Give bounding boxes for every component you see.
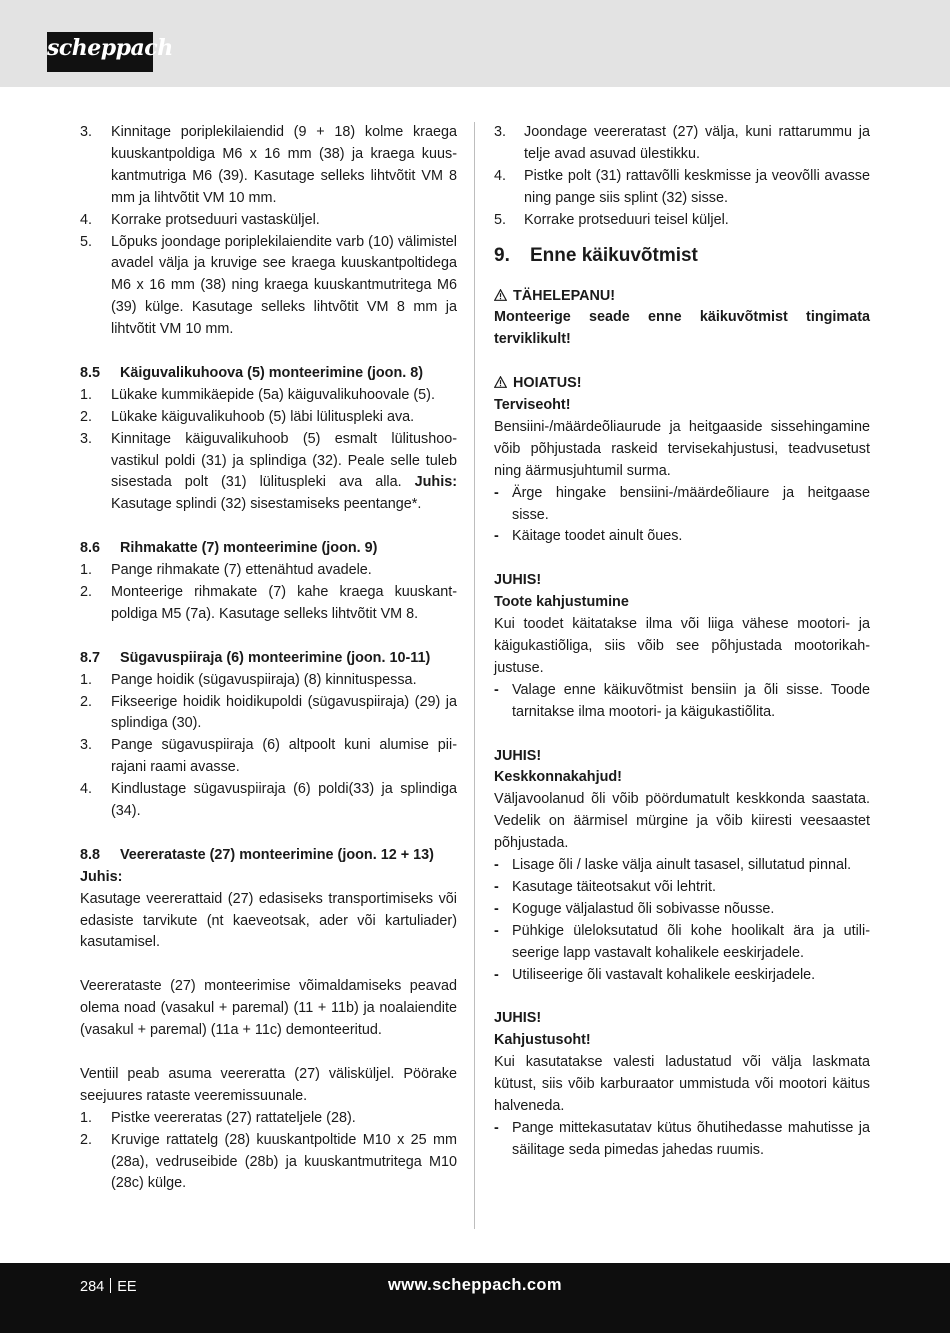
note-label: Juhis: <box>414 474 458 491</box>
paragraph: Väljavoolanud õli võib pöördumatult keskkonda saastata. Vedelik on äärmisel mürgine ja võib kiiresti veesaastet põhjustada. <box>494 791 870 852</box>
list-item: 4. Pistke polt (31) rattavõlli keskmisse ja veovõlli avasse ning pange siis splint (32) sisse. <box>494 167 870 206</box>
page-footer <box>0 1263 950 1333</box>
attention-text: Monteerige seade enne käikuvõtmist tingimata terviklikult! <box>494 309 870 348</box>
warning-label: HOIATUS! <box>494 373 870 395</box>
list-item: 4. Kindlustage sügavuspiiraja (6) poldi(33) ja splindiga (34). <box>80 781 457 820</box>
note-subtitle: Keskkonnakahjud! <box>494 769 622 786</box>
list-item: 2. Lükake käiguvalikuhoob (5) läbi lülituspleki ava. <box>80 408 415 425</box>
bullet-item: - Valage enne käikuvõtmist bensiin ja õli sisse. Toode tarnitakse ilma mootori- ja käigukastiõlita. <box>494 681 870 720</box>
section-heading-9: 9. Enne käikuvõtmist <box>494 244 698 266</box>
scheppach-logo <box>47 32 173 72</box>
language-code: EE <box>117 1279 137 1295</box>
bullet-item: - Pange mittekasutatav kütus õhutihedasse mahutisse ja säilitage seda pimedas jahedas ruumis. <box>494 1119 870 1158</box>
list-item: 3. Pange sügavuspiiraja (6) altpoolt kuni alumise piirajani raami avasse. <box>80 737 457 776</box>
list-item: 3. Joondage veereratast (27) välja, kuni rattarummu ja telje avad asuvad ülestikku. <box>494 124 870 162</box>
list-item: 1. Lükake kummikäepide (5a) käiguvalikuhoovale (5). <box>80 386 435 403</box>
section-heading-8-5: 8.5 Käiguvalikuhoova (5) monteerimine (joon. 8) <box>80 364 424 381</box>
list-item: 2. Fikseerige hoidik hoidikupoldi (sügavuspiiraja) (29) ja splindiga (30). <box>80 693 457 732</box>
note-subtitle: Toote kahjustumine <box>494 594 629 611</box>
bullet-item: - Pühkige üleloksutatud õli kohe hoolikalt ära ja utiliseerige lapp vastavalt kohalikele eeskirjadele. <box>494 922 870 961</box>
paragraph: Kasutage veererattaid (27) edasiseks transportimiseks või edasiste tarvikute (nt kaeveotsak, ader või kartuliader) kasutamisel. <box>80 890 457 951</box>
note-label: JUHIS! <box>494 1010 542 1027</box>
logo-text: scheppach <box>47 35 173 61</box>
bullet-item: - Utiliseerige õli vastavalt kohalikele eeskirjadele. <box>494 966 816 983</box>
attention-label: TÄHELEPANU! <box>494 286 870 308</box>
list-item: 5. Korrake protseduuri teisel küljel. <box>494 211 729 228</box>
list-item: 1. Pange hoidik (sügavuspiiraja) (8) kinnituspessa. <box>80 671 417 688</box>
warning-triangle-icon <box>494 289 507 301</box>
note-subtitle: Kahjustusoht! <box>494 1032 591 1049</box>
paragraph: Kui toodet käitatakse ilma või liiga vähese mootori- ja käigukastiõliga, siis võib see põhjustada mootorikahjustuse. <box>494 616 870 676</box>
list-item: 4. Korrake protseduuri vastasküljel. <box>80 211 320 228</box>
bullet-item: - Lisage õli / laske välja ainult tasasel, sillutatud pinnal. <box>494 857 852 874</box>
paragraph: Kui kasutatakse valesti ladustatud või välja laskmata kütust, siis võib karburaator ummistuda või mootori käitus halveneda. <box>494 1054 870 1114</box>
list-item: 2. Monteerige rihmakate (7) kahe kraega kuuskantpoldiga M5 (7a). Kasutage selleks lihtvõtit VM 8. <box>80 584 457 622</box>
list-item: 2. Kruvige rattatelg (28) kuuskantpoltide M10 x 25 mm (28a), vedruseibide (28b) ja kuuskantmutritega M10 (28c) külge. <box>80 1131 457 1192</box>
bullet-item: - Koguge väljalastud õli sobivasse nõusse. <box>494 900 775 917</box>
section-heading-8-6: 8.6 Rihmakatte (7) monteerimine (joon. 9) <box>80 540 378 557</box>
warning-subtitle: Terviseoht! <box>494 397 571 414</box>
note-label: JUHIS! <box>494 572 542 589</box>
warning-triangle-icon <box>494 376 507 388</box>
paragraph: Veererataste (27) monteerimise võimaldamiseks peavad olema noad (vasakul + paremal) (11 + 11b) ja noalaiendite (vasakul + paremal) (11a + 11c) demonteeritud. <box>80 978 457 1039</box>
left-column <box>80 122 457 1195</box>
list-item: 5. Lõpuks joondage poriplekilaiendite varb (10) välimistel avadel välja ja kruvige see kraega kuuskantpoltidega M6 x 16 mm (38) ning kraega kuuskantmutritega M6 (39) külge. Kasutage selleks lihtvõtit VM 8 mm ja lihtvõtit VM 10 mm. <box>80 233 457 338</box>
page-header <box>0 0 950 87</box>
list-item: 1. Pistke veereratas (27) rattateljele (28). <box>80 1109 356 1126</box>
paragraph: Ventiil peab asuma veereratta (27) välisküljel. Pöörake seejuures rataste veeremissuunale. <box>80 1065 457 1104</box>
list-item: 3. Kinnitage poriplekilaiendid (9 + 18) kolme kraega kuuskantpoldiga M6 x 16 mm (38) ja kraega kuuskantmutriga M6 (39). Kasutage selleks lihtvõtit VM 8 mm ja lihtvõtit VM 10 mm. <box>80 124 457 206</box>
section-heading-8-8: 8.8 Veererataste (27) monteerimine (joon. 12 + 13) <box>80 846 434 863</box>
paragraph: Bensiini-/määrdeõliaurude ja heitgaaside sissehingamine võib põhjustada raskeid tervisekahjustusi, teadvusetust ning äärmusjuhtumil surma. <box>494 418 870 479</box>
bullet-item: - Kasutage täiteotsakut või lehtrit. <box>494 878 716 895</box>
section-heading-8-7: 8.7 Sügavuspiiraja (6) monteerimine (joon. 10-11) <box>80 649 431 666</box>
website-url: www.scheppach.com <box>388 1276 562 1294</box>
column-divider <box>474 122 475 1229</box>
note-label: JUHIS! <box>494 747 542 764</box>
bullet-item: - Käitage toodet ainult õues. <box>494 528 683 545</box>
note-label: Juhis: <box>80 868 123 885</box>
page-number: 284 EE <box>80 1279 137 1295</box>
right-column <box>494 122 870 1162</box>
bullet-item: - Ärge hingake bensiini-/määrdeõliaure ja heitgaase sisse. <box>494 484 870 523</box>
list-item: 3. Kinnitage käiguvalikuhoob (5) esmalt lülitushoovastikul poldi (31) ja splindiga (32). Peale selle tuleb sisestada polt (31) lülituspleki ava alla. Juhis: Kasutage splindi (32) sisestamiseks peentange*. <box>80 430 458 513</box>
list-item: 1. Pange rihmakate (7) ettenähtud avadele. <box>80 562 372 579</box>
